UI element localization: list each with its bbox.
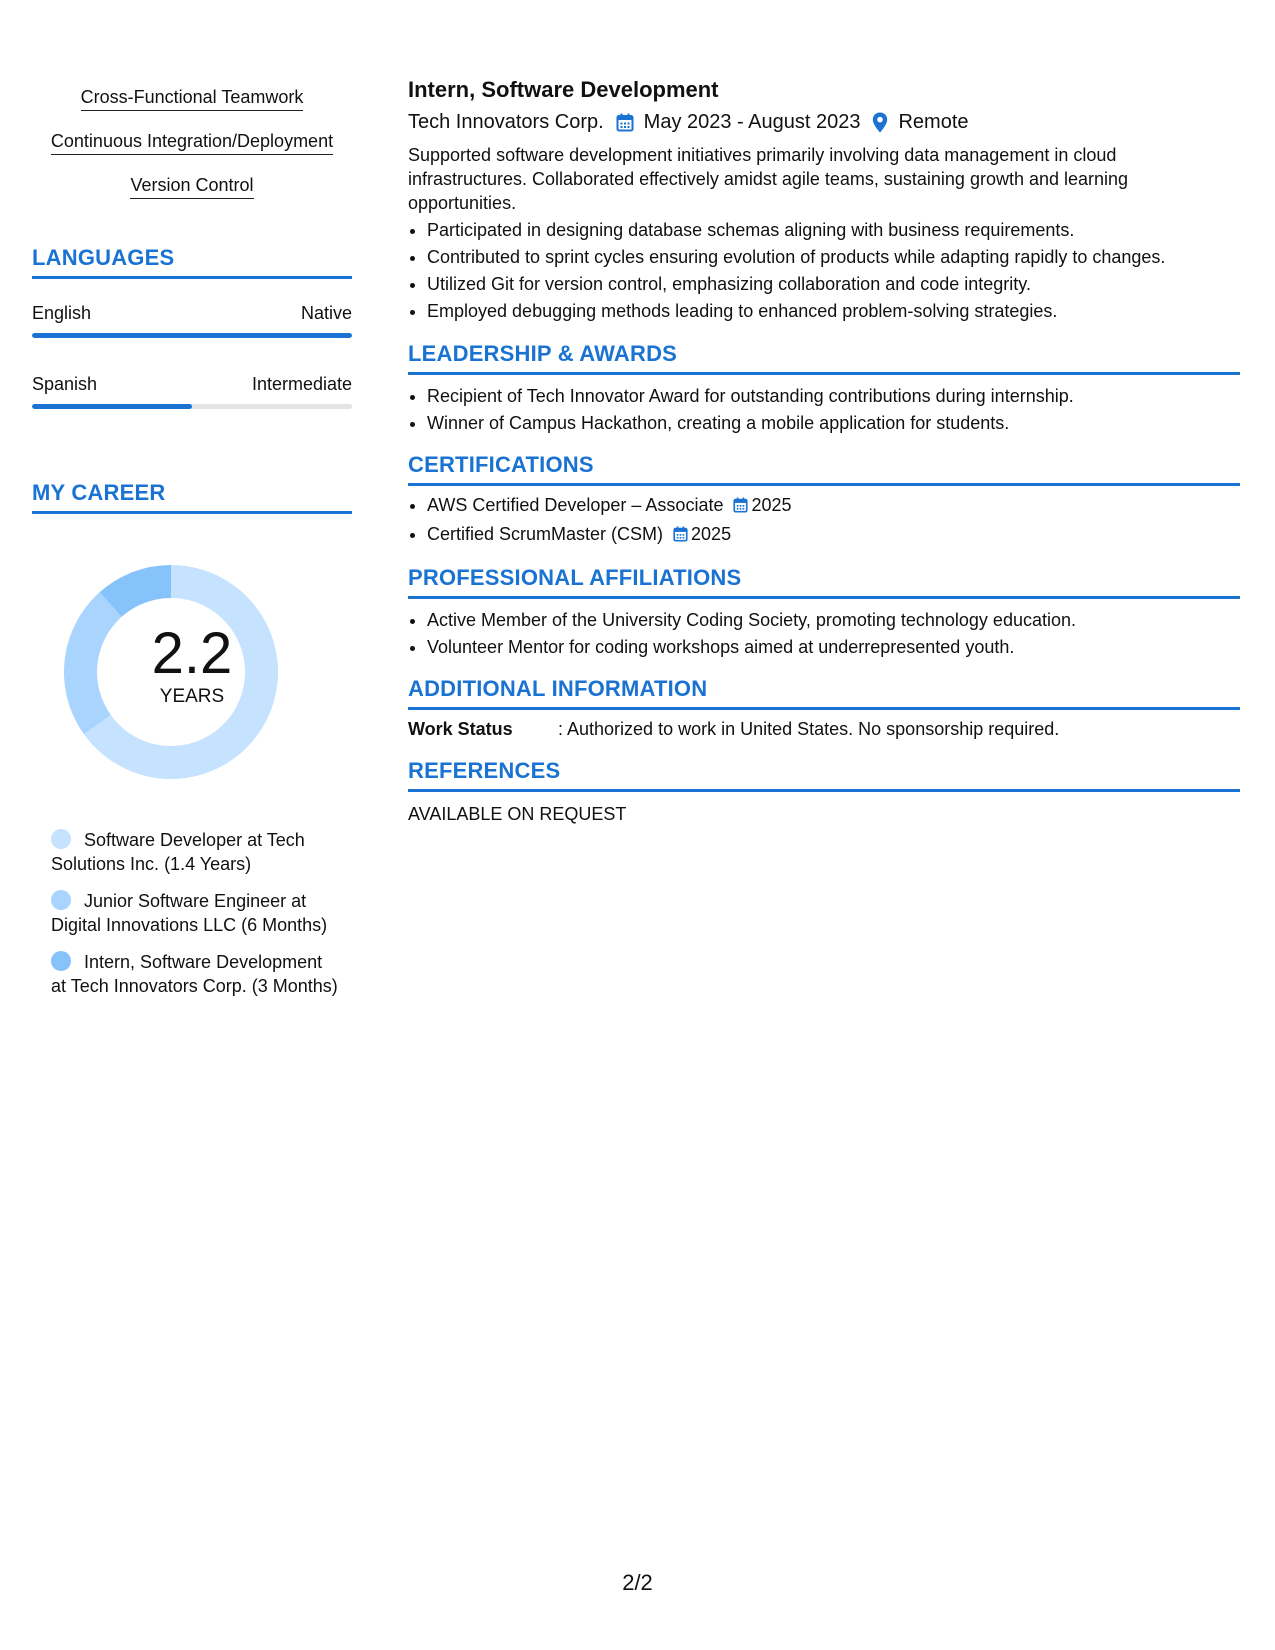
work-status-value: : Authorized to work in United States. No sponsorship required.	[558, 719, 1060, 739]
legend-dot	[51, 890, 71, 910]
certification-year: 2025	[691, 524, 732, 544]
language-proficiency-bar	[32, 404, 352, 409]
calendar-icon	[733, 494, 748, 521]
certification-year: 2025	[751, 495, 792, 515]
company-name: Tech Innovators Corp.	[408, 111, 604, 133]
language-item-english	[32, 302, 352, 338]
page-number: 2/2	[622, 1570, 653, 1595]
career-legend	[32, 828, 341, 998]
right-column	[408, 76, 1240, 826]
affiliations-heading: PROFESSIONAL AFFILIATIONS	[408, 565, 1240, 599]
list-item: • Volunteer Mentor for coding workshops aimed at underrepresented youth.	[427, 634, 1240, 661]
skill-item: Continuous Integration/Deployment	[32, 130, 352, 155]
location-pin-icon	[872, 112, 888, 133]
certification-item	[427, 521, 1240, 550]
work-status-row	[408, 717, 1240, 741]
references-text: AVAILABLE ON REQUEST	[408, 804, 627, 824]
career-heading: MY CAREER	[32, 480, 352, 514]
language-item-spanish	[32, 373, 352, 409]
job-summary: Supported software development initiatives primarily involving data management in cloud infrastructures. Collaborated effectively amidst agile teams, sustaining growth and learning opportunities.	[408, 145, 1129, 213]
list-item: • Recipient of Tech Innovator Award for outstanding contributions during internship.	[427, 383, 1240, 410]
skill-item: Cross-Functional Teamwork	[32, 86, 352, 111]
left-column	[32, 86, 352, 1011]
list-item: • Employed debugging methods leading to enhanced problem-solving strategies.	[427, 298, 1240, 325]
languages-heading: LANGUAGES	[32, 245, 352, 279]
leadership-heading: LEADERSHIP & AWARDS	[408, 341, 1240, 375]
language-proficiency-bar	[32, 333, 352, 338]
affiliations-list	[408, 607, 1240, 661]
list-item: • Active Member of the University Coding Society, promoting technology education.	[427, 607, 1240, 634]
career-total-unit: YEARS	[159, 686, 225, 707]
job-bullets	[408, 217, 1240, 325]
career-legend-item: Intern, Software Development at Tech Innovators Corp. (3 Months)	[51, 952, 338, 996]
certifications-list	[408, 492, 1240, 550]
career-legend-item: Software Developer at Tech Solutions Inc. (1.4 Years)	[51, 830, 305, 874]
references-heading: REFERENCES	[408, 758, 1240, 792]
career-donut-chart	[32, 552, 352, 792]
job-location: Remote	[898, 111, 969, 133]
list-item: • Participated in designing database schemas aligning with business requirements.	[427, 217, 1240, 244]
list-item: • Utilized Git for version control, emphasizing collaboration and code integrity.	[427, 271, 1240, 298]
legend-dot	[51, 829, 71, 849]
list-item: • Winner of Campus Hackathon, creating a mobile application for students.	[427, 410, 1240, 437]
leadership-list	[408, 383, 1240, 437]
work-status-label: Work Status	[408, 719, 513, 739]
certification-name: AWS Certified Developer – Associate	[427, 495, 724, 515]
calendar-icon	[673, 523, 688, 550]
certification-item	[427, 492, 1240, 521]
legend-dot	[51, 951, 71, 971]
skill-item: Version Control	[32, 174, 352, 199]
language-name: English	[32, 303, 92, 323]
language-name: Spanish	[32, 374, 98, 394]
language-proficiency-fill	[32, 333, 352, 338]
certification-name: Certified ScrumMaster (CSM)	[427, 524, 664, 544]
list-item: • Contributed to sprint cycles ensuring evolution of products while adapting rapidly to changes.	[427, 244, 1240, 271]
certifications-heading: CERTIFICATIONS	[408, 452, 1240, 486]
job-meta	[408, 109, 1240, 135]
job-dates: May 2023 - August 2023	[643, 111, 861, 133]
calendar-icon	[616, 113, 634, 132]
language-level: Intermediate	[251, 374, 352, 394]
job-title: Intern, Software Development	[408, 77, 719, 102]
additional-info-heading: ADDITIONAL INFORMATION	[408, 676, 1240, 710]
career-legend-item: Junior Software Engineer at Digital Innovations LLC (6 Months)	[51, 891, 328, 935]
career-total-value: 2.2	[151, 621, 233, 686]
language-level: Native	[300, 303, 352, 323]
language-proficiency-fill	[32, 404, 192, 409]
